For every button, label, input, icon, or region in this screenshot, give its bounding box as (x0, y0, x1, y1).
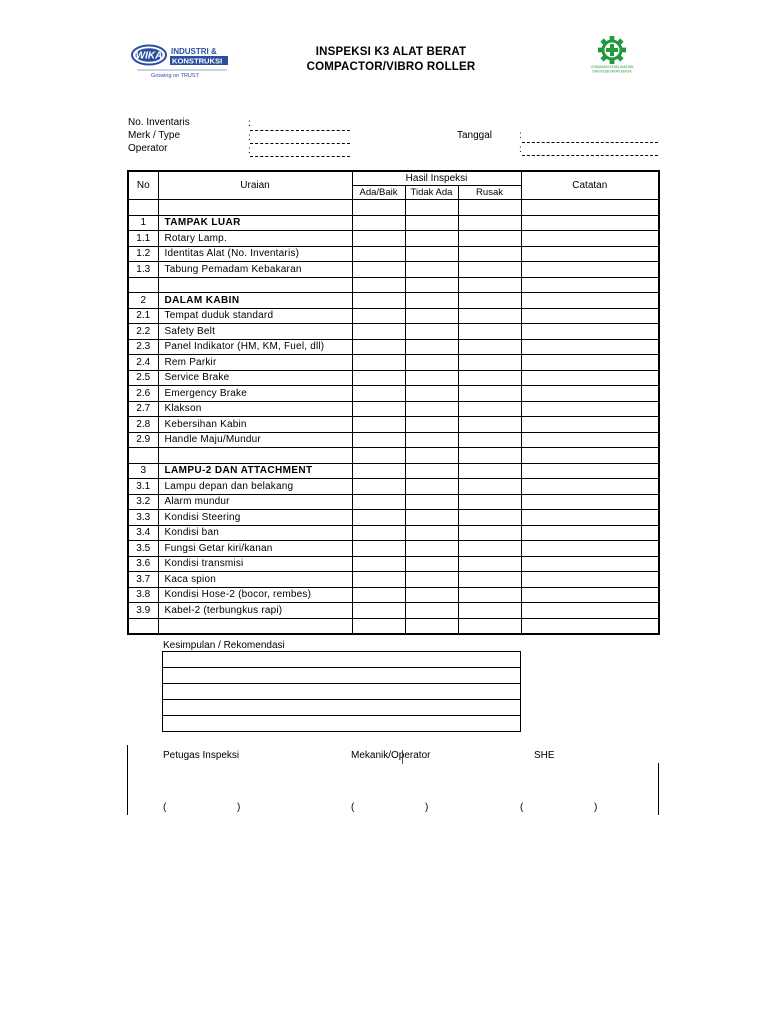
signature-close-paren: ) (237, 802, 241, 813)
check-tidak-ada[interactable] (405, 448, 458, 464)
row-description (158, 277, 352, 293)
colon: : (519, 144, 522, 155)
row-description: Tabung Pemadam Kebakaran (158, 262, 352, 278)
header-tidak-ada: Tidak Ada (405, 186, 458, 200)
field-label-no-inventaris: No. Inventaris (128, 117, 190, 128)
check-tidak-ada[interactable] (405, 417, 458, 433)
table-row (128, 277, 659, 293)
table-row (128, 386, 659, 402)
row-number: 2 (128, 293, 158, 309)
k3-safety-gear-icon (588, 36, 636, 76)
signature-label-mekanik: Mekanik/Operator (351, 750, 431, 761)
row-number: 3.7 (128, 572, 158, 588)
catatan-cell[interactable] (521, 215, 659, 231)
catatan-cell[interactable] (521, 246, 659, 262)
title-line-2: COMPACTOR/VIBRO ROLLER (306, 61, 476, 73)
table-row (128, 401, 659, 417)
catatan-cell[interactable] (521, 324, 659, 340)
check-ada-baik[interactable] (352, 479, 405, 495)
catatan-cell[interactable] (521, 200, 659, 216)
row-number: 1 (128, 215, 158, 231)
header-rusak: Rusak (458, 186, 521, 200)
row-number: 3 (128, 463, 158, 479)
check-tidak-ada[interactable] (405, 370, 458, 386)
table-row (128, 246, 659, 262)
table-row (128, 479, 659, 495)
catatan-cell[interactable] (521, 618, 659, 634)
check-tidak-ada[interactable] (405, 525, 458, 541)
colon: : (248, 145, 251, 156)
check-tidak-ada[interactable] (405, 246, 458, 262)
check-rusak[interactable] (458, 200, 521, 216)
check-rusak[interactable] (458, 494, 521, 510)
check-rusak[interactable] (458, 510, 521, 526)
row-number: 1.1 (128, 231, 158, 247)
check-tidak-ada[interactable] (405, 339, 458, 355)
catatan-cell[interactable] (521, 277, 659, 293)
check-tidak-ada[interactable] (405, 386, 458, 402)
check-tidak-ada[interactable] (405, 494, 458, 510)
row-number: 2.9 (128, 432, 158, 448)
check-rusak[interactable] (458, 401, 521, 417)
row-number: 2.5 (128, 370, 158, 386)
check-tidak-ada[interactable] (405, 277, 458, 293)
signature-open-paren: ( (163, 802, 167, 813)
check-tidak-ada[interactable] (405, 401, 458, 417)
check-ada-baik[interactable] (352, 262, 405, 278)
signature-close-paren: ) (594, 802, 598, 813)
check-ada-baik[interactable] (352, 556, 405, 572)
check-tidak-ada[interactable] (405, 510, 458, 526)
check-rusak[interactable] (458, 448, 521, 464)
row-description: DALAM KABIN (158, 293, 352, 309)
row-description (158, 200, 352, 216)
check-rusak[interactable] (458, 246, 521, 262)
table-row (128, 200, 659, 216)
check-tidak-ada[interactable] (405, 262, 458, 278)
catatan-cell[interactable] (521, 572, 659, 588)
check-ada-baik[interactable] (352, 386, 405, 402)
header-hasil-inspeksi: Hasil Inspeksi (352, 171, 521, 186)
catatan-cell[interactable] (521, 603, 659, 619)
check-ada-baik[interactable] (352, 339, 405, 355)
conclusion-line-cell[interactable] (163, 684, 521, 700)
field-label-merk-type: Merk / Type (128, 130, 181, 141)
row-number (128, 618, 158, 634)
row-description: Rotary Lamp. (158, 231, 352, 247)
check-ada-baik[interactable] (352, 308, 405, 324)
check-tidak-ada[interactable] (405, 587, 458, 603)
conclusion-line[interactable] (163, 716, 521, 732)
colon: : (519, 130, 522, 141)
check-ada-baik[interactable] (352, 432, 405, 448)
check-ada-baik[interactable] (352, 603, 405, 619)
row-description: Emergency Brake (158, 386, 352, 402)
check-rusak[interactable] (458, 479, 521, 495)
check-ada-baik[interactable] (352, 463, 405, 479)
check-tidak-ada[interactable] (405, 231, 458, 247)
row-description: Alarm mundur (158, 494, 352, 510)
signature-open-paren: ( (520, 802, 524, 813)
row-description: Kabel-2 (terbungkus rapi) (158, 603, 352, 619)
table-row (128, 618, 659, 634)
wika-logo-line1: INDUSTRI & (171, 47, 217, 56)
row-description: Kondisi Hose-2 (bocor, rembes) (158, 587, 352, 603)
catatan-cell[interactable] (521, 386, 659, 402)
table-row (128, 572, 659, 588)
row-number: 1.2 (128, 246, 158, 262)
check-tidak-ada[interactable] (405, 463, 458, 479)
check-ada-baik[interactable] (352, 510, 405, 526)
conclusion-line[interactable] (163, 700, 521, 716)
colon: : (248, 132, 251, 143)
row-number: 3.2 (128, 494, 158, 510)
tanggal-input-line-2[interactable] (522, 155, 658, 156)
row-number: 2.2 (128, 324, 158, 340)
check-tidak-ada[interactable] (405, 200, 458, 216)
check-ada-baik[interactable] (352, 324, 405, 340)
conclusion-line-cell[interactable] (163, 668, 521, 684)
signature-label-petugas: Petugas Inspeksi (163, 750, 240, 761)
inspection-table (127, 170, 660, 635)
conclusion-line[interactable] (163, 684, 521, 700)
table-row (128, 417, 659, 433)
table-row (128, 463, 659, 479)
catatan-cell[interactable] (521, 494, 659, 510)
catatan-cell[interactable] (521, 231, 659, 247)
catatan-cell[interactable] (521, 293, 659, 309)
signature-label-she: SHE (534, 750, 555, 761)
row-description: Kondisi Steering (158, 510, 352, 526)
row-number: 2.8 (128, 417, 158, 433)
wika-logo-tagline: Growing on TRUST (151, 73, 199, 79)
no-inventaris-input-line[interactable] (250, 130, 350, 131)
table-header-row (128, 171, 659, 186)
row-number: 3.5 (128, 541, 158, 557)
check-tidak-ada[interactable] (405, 603, 458, 619)
table-row (128, 293, 659, 309)
row-description (158, 448, 352, 464)
row-number: 3.3 (128, 510, 158, 526)
row-description: Service Brake (158, 370, 352, 386)
conclusion-box (162, 651, 521, 732)
check-rusak[interactable] (458, 355, 521, 371)
row-number (128, 200, 158, 216)
check-rusak[interactable] (458, 603, 521, 619)
catatan-cell[interactable] (521, 355, 659, 371)
check-rusak[interactable] (458, 339, 521, 355)
check-rusak[interactable] (458, 587, 521, 603)
catatan-cell[interactable] (521, 510, 659, 526)
table-row (128, 587, 659, 603)
row-description: Kondisi ban (158, 525, 352, 541)
check-ada-baik[interactable] (352, 417, 405, 433)
conclusion-line[interactable] (163, 652, 521, 668)
check-ada-baik[interactable] (352, 215, 405, 231)
table-row (128, 432, 659, 448)
header-catatan: Catatan (521, 171, 659, 200)
check-ada-baik[interactable] (352, 401, 405, 417)
check-rusak[interactable] (458, 370, 521, 386)
check-rusak[interactable] (458, 556, 521, 572)
check-rusak[interactable] (458, 417, 521, 433)
check-tidak-ada[interactable] (405, 479, 458, 495)
row-description: TAMPAK LUAR (158, 215, 352, 231)
row-description: LAMPU-2 DAN ATTACHMENT (158, 463, 352, 479)
row-description: Lampu depan dan belakang (158, 479, 352, 495)
table-row (128, 448, 659, 464)
row-description: Fungsi Getar kiri/kanan (158, 541, 352, 557)
operator-input-line[interactable] (250, 156, 350, 157)
row-number: 3.6 (128, 556, 158, 572)
check-tidak-ada[interactable] (405, 556, 458, 572)
check-tidak-ada[interactable] (405, 324, 458, 340)
row-description: Tempat duduk standard (158, 308, 352, 324)
signature-close-paren: ) (425, 802, 429, 813)
check-tidak-ada[interactable] (405, 293, 458, 309)
check-ada-baik[interactable] (352, 525, 405, 541)
catatan-cell[interactable] (521, 556, 659, 572)
catatan-cell[interactable] (521, 463, 659, 479)
row-number: 2.3 (128, 339, 158, 355)
check-tidak-ada[interactable] (405, 541, 458, 557)
row-number (128, 277, 158, 293)
row-description: Panel Indikator (HM, KM, Fuel, dll) (158, 339, 352, 355)
title-line-1: INSPEKSI K3 ALAT BERAT (315, 46, 467, 58)
signature-open-paren: ( (351, 802, 355, 813)
catatan-cell[interactable] (521, 479, 659, 495)
table-row (128, 215, 659, 231)
row-description: Rem Parkir (158, 355, 352, 371)
check-tidak-ada[interactable] (405, 308, 458, 324)
check-ada-baik[interactable] (352, 370, 405, 386)
table-row (128, 231, 659, 247)
check-ada-baik[interactable] (352, 494, 405, 510)
row-description: Kebersihan Kabin (158, 417, 352, 433)
check-tidak-ada[interactable] (405, 432, 458, 448)
table-row (128, 603, 659, 619)
catatan-cell[interactable] (521, 370, 659, 386)
table-row (128, 510, 659, 526)
check-ada-baik[interactable] (352, 246, 405, 262)
wika-logo (131, 44, 231, 80)
check-rusak[interactable] (458, 432, 521, 448)
row-description: Klakson (158, 401, 352, 417)
colon: : (248, 118, 251, 129)
catatan-cell[interactable] (521, 417, 659, 433)
conclusion-label: Kesimpulan / Rekomendasi (163, 640, 285, 651)
check-ada-baik[interactable] (352, 587, 405, 603)
conclusion-line-cell[interactable] (163, 716, 521, 732)
check-rusak[interactable] (458, 541, 521, 557)
she-caption-2: DAN KESEHATAN KERJA (592, 69, 632, 74)
signature-right-border (658, 763, 659, 815)
check-ada-baik[interactable] (352, 277, 405, 293)
check-rusak[interactable] (458, 463, 521, 479)
field-label-tanggal: Tanggal (457, 130, 493, 141)
catatan-cell[interactable] (521, 541, 659, 557)
check-rusak[interactable] (458, 215, 521, 231)
table-row (128, 324, 659, 340)
check-rusak[interactable] (458, 262, 521, 278)
check-rusak[interactable] (458, 231, 521, 247)
check-rusak[interactable] (458, 525, 521, 541)
table-row (128, 556, 659, 572)
catatan-cell[interactable] (521, 262, 659, 278)
check-rusak[interactable] (458, 572, 521, 588)
catatan-cell[interactable] (521, 308, 659, 324)
row-description: Identitas Alat (No. Inventaris) (158, 246, 352, 262)
row-number: 2.1 (128, 308, 158, 324)
check-rusak[interactable] (458, 386, 521, 402)
check-rusak[interactable] (458, 324, 521, 340)
check-rusak[interactable] (458, 308, 521, 324)
check-ada-baik[interactable] (352, 231, 405, 247)
catatan-cell[interactable] (521, 339, 659, 355)
catatan-cell[interactable] (521, 525, 659, 541)
row-number: 3.4 (128, 525, 158, 541)
header-uraian: Uraian (158, 171, 352, 200)
wika-logo-name: WIKA (135, 50, 163, 62)
field-label-operator: Operator (128, 143, 168, 154)
table-row (128, 339, 659, 355)
check-rusak[interactable] (458, 293, 521, 309)
check-tidak-ada[interactable] (405, 618, 458, 634)
row-description (158, 618, 352, 634)
document-title (230, 45, 552, 75)
she-caption-1: UTAMAKAN KESELAMATAN (590, 65, 634, 69)
wika-logo-line2: KONSTRUKSI (172, 56, 223, 66)
table-row (128, 355, 659, 371)
table-row (128, 541, 659, 557)
check-rusak[interactable] (458, 618, 521, 634)
check-rusak[interactable] (458, 277, 521, 293)
table-row (128, 308, 659, 324)
row-number: 3.8 (128, 587, 158, 603)
row-number: 3.1 (128, 479, 158, 495)
merk-type-input-line[interactable] (250, 143, 350, 144)
row-number: 2.6 (128, 386, 158, 402)
tanggal-input-line[interactable] (522, 142, 658, 143)
signature-left-border (127, 745, 128, 815)
check-ada-baik[interactable] (352, 200, 405, 216)
row-number: 2.4 (128, 355, 158, 371)
row-number: 1.3 (128, 262, 158, 278)
check-ada-baik[interactable] (352, 293, 405, 309)
check-ada-baik[interactable] (352, 541, 405, 557)
check-ada-baik[interactable] (352, 355, 405, 371)
row-description: Handle Maju/Mundur (158, 432, 352, 448)
catatan-cell[interactable] (521, 401, 659, 417)
row-number (128, 448, 158, 464)
row-number: 3.9 (128, 603, 158, 619)
check-tidak-ada[interactable] (405, 355, 458, 371)
table-row (128, 262, 659, 278)
header-ada-baik: Ada/Baik (352, 186, 405, 200)
row-number: 2.7 (128, 401, 158, 417)
conclusion-line-cell[interactable] (163, 700, 521, 716)
row-description: Kaca spion (158, 572, 352, 588)
catatan-cell[interactable] (521, 448, 659, 464)
row-description: Kondisi transmisi (158, 556, 352, 572)
check-ada-baik[interactable] (352, 572, 405, 588)
header-no: No (128, 171, 158, 200)
check-ada-baik[interactable] (352, 618, 405, 634)
check-ada-baik[interactable] (352, 448, 405, 464)
conclusion-line[interactable] (163, 668, 521, 684)
table-row (128, 525, 659, 541)
table-row (128, 494, 659, 510)
check-tidak-ada[interactable] (405, 572, 458, 588)
conclusion-line-cell[interactable] (163, 652, 521, 668)
table-row (128, 370, 659, 386)
check-tidak-ada[interactable] (405, 215, 458, 231)
catatan-cell[interactable] (521, 587, 659, 603)
catatan-cell[interactable] (521, 432, 659, 448)
row-description: Safety Belt (158, 324, 352, 340)
